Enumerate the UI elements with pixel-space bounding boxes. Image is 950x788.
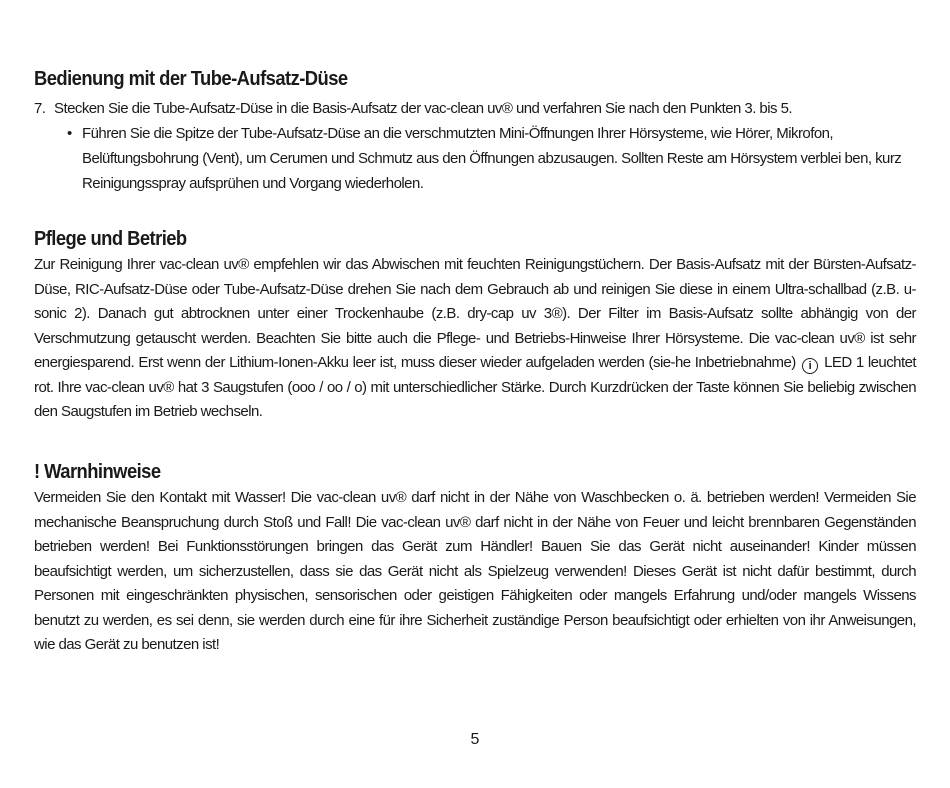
page-number: 5	[470, 731, 480, 748]
care-text-part2: LED 1 leuchtet rot. Ihre vac-clean uv® hat 3 Saugstufen (ooo / oo / o) mit unterschiedlicher Stärke. Durch Kurzdrücken der Taste können Sie beliebig zwischen den Saugstufen im Betrieb wechseln.	[34, 354, 916, 420]
warnings-paragraph: Vermeiden Sie den Kontakt mit Wasser! Die vac-clean uv® darf nicht in der Nähe von Waschbecken o. ä. betrieben werden! Vermeiden Sie mechanische Beanspruchung durch Stoß und Fall! Die vac-clean uv® darf nicht in der Nähe von Feuer und leicht brennbaren Gegenständen betrieben werden! Bei Funktionsstörungen bringen das Gerät zum Händler! Bauen Sie das Gerät nicht auseinander! Kinder müssen beaufsichtigt werden, um sicherzustellen, dass sie das Gerät nicht als Spielzeug verwenden! Dieses Gerät ist nicht dafür bestimmt, durch Personen mit eingeschränkten physischen, sensorischen oder geistigen Fähigkeiten oder mangels Erfahrung und/oder mangels Wissens benutzt zu werden, es sei denn, sie werden durch eine für ihre Sicherheit zuständige Person beaufsichtigt oder erhielten von ihr Anweisungen, wie das Gerät zu benutzen ist!	[34, 489, 916, 653]
step-7	[34, 97, 914, 121]
step-text: Stecken Sie die Tube-Aufsatz-Düse in die Basis-Aufsatz der vac-clean uv® und verfahren Sie nach den Punkten 3. bis 5.	[54, 100, 792, 117]
section-title-care: Pflege und Betrieb	[34, 228, 187, 250]
bullet-item	[67, 121, 914, 196]
info-icon: i	[802, 358, 818, 374]
care-paragraph	[34, 253, 916, 425]
bullet-marker: •	[67, 125, 72, 142]
care-text-part1: Zur Reinigung Ihrer vac-clean uv® empfehlen wir das Abwischen mit feuchten Reinigungstüchern. Der Basis-Aufsatz mit der Bürsten-Aufsatz-Düse, RIC-Aufsatz-Düse oder Tube-Aufsatz-Düse drehen Sie nach dem Gebrauch ab und reinigen Sie diese in einem Ultra-schallbad (z.B. u-sonic 2). Danach gut abtrocknen unter einer Trockenhaube (z.B. dry-cap uv 3®). Der Filter im Basis-Aufsatz sollte abhängig von der Verschmutzung getauscht werden. Beachten Sie bitte auch die Pflege- und Betriebs-Hinweise Ihrer Hörsysteme. Die vac-clean uv® ist sehr energiesparend. Erst wenn der Lithium-Ionen-Akku leer ist, muss dieser wieder aufgeladen werden (sie-he Inbetriebnahme)	[34, 256, 916, 371]
section-title-operation: Bedienung mit der Tube-Aufsatz-Düse	[34, 68, 348, 90]
step-number: 7.	[34, 100, 46, 117]
bullet-text: Führen Sie die Spitze der Tube-Aufsatz-Düse an die verschmutzten Mini-Öffnungen Ihrer Hörsysteme, wie Hörer, Mikrofon, Belüftungsbohrung (Vent), um Cerumen und Schmutz aus den Öffnungen abzusaugen. Sollten Reste am Hörsystem verblei ben, kurz Reinigungsspray aufsprühen und Vorgang wiederholen.	[82, 125, 902, 192]
section-title-warnings: ! Warnhinweise	[34, 461, 161, 483]
